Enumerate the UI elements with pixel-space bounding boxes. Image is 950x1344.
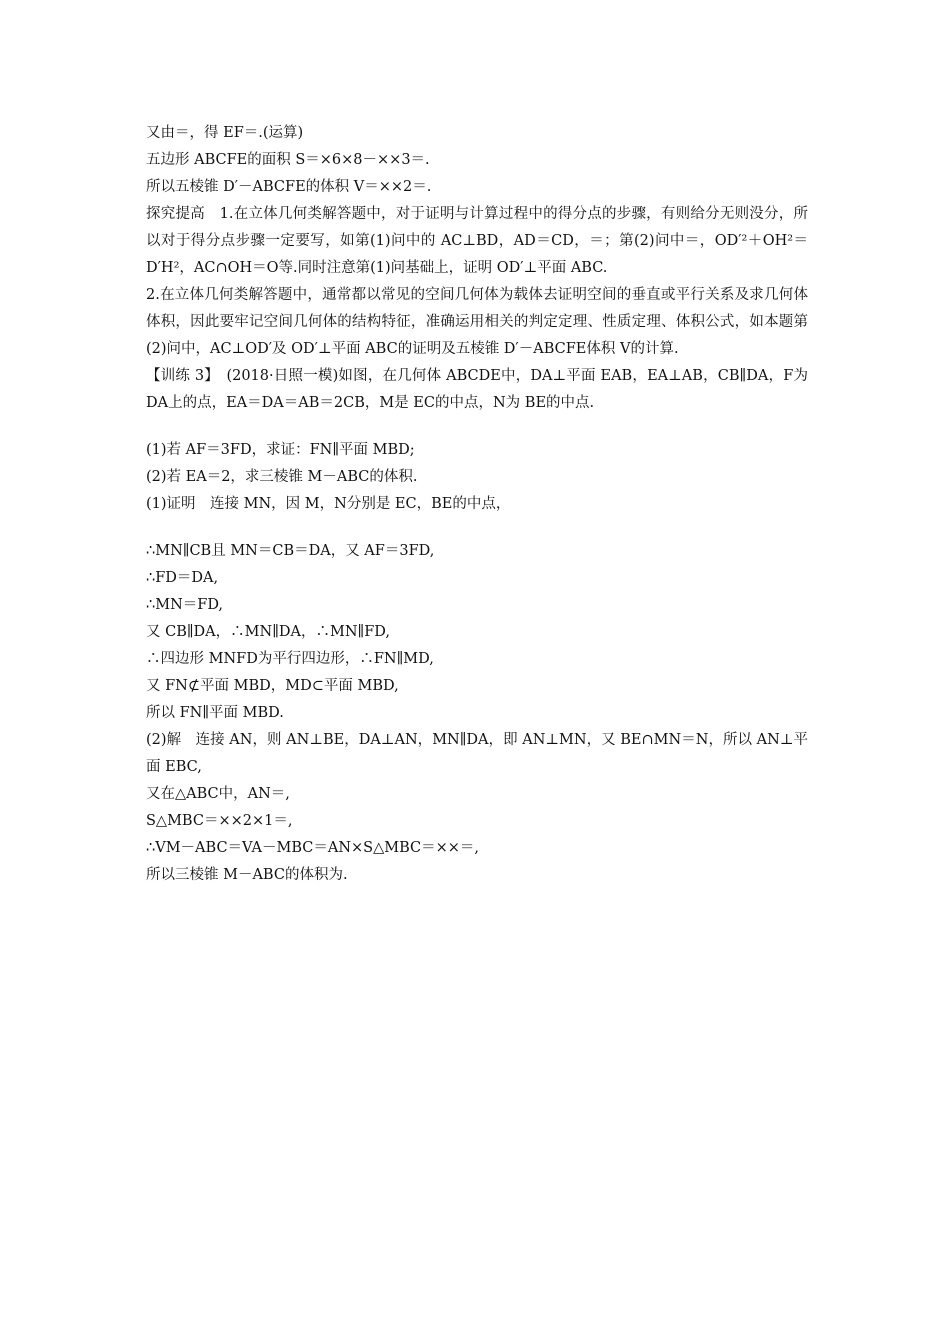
document-body [146,120,808,889]
solution-step-volume: ∴VM－ABC＝VA－MBC＝AN×S△MBC＝××＝, [146,840,480,856]
question-1: (1)若 AF＝3FD，求证：FN∥平面 MBD; [146,442,415,458]
proof-step-6: 又 FN⊄平面 MBD，MD⊂平面 MBD, [146,678,399,694]
solution-conclusion: 所以三棱锥 M－ABC的体积为. [146,867,348,883]
text-line-ef: 又由＝，得 EF＝.(运算) [146,125,304,141]
text-line-pyramid-volume: 所以五棱锥 D′－ABCFE的体积 V＝××2＝. [146,179,432,195]
spacer [146,518,808,538]
exercise-3-statement: 【训练 3】 (2018·日照一模)如图，在几何体 ABCDE中，DA⊥平面 EAB，EA⊥AB，CB∥DA，F为 DA上的点，EA＝DA＝AB＝2CB，M是 EC的中点，N为 BE的中点. [146,368,808,411]
proof-step-5: ∴四边形 MNFD为平行四边形，∴FN∥MD, [146,651,434,667]
text-line-pentagon-area: 五边形 ABCFE的面积 S＝×6×8－××3＝. [146,152,430,168]
solution-step-an: 又在△ABC中，AN＝, [146,786,290,802]
proof-conclusion: 所以 FN∥平面 MBD. [146,705,284,721]
insight-paragraph-1: 探究提高 1.在立体几何类解答题中，对于证明与计算过程中的得分点的步骤，有则给分无则没分，所以对于得分点步骤一定要写，如第(1)问中的 AC⊥BD，AD＝CD，＝；第(2)问中＝，OD′²＋OH²＝D′H²，AC∩OH＝O等.同时注意第(1)问基础上，证明 OD′⊥平面 ABC. [146,206,808,276]
proof-step-3: ∴MN＝FD, [146,597,224,613]
spacer [146,417,808,437]
proof-step-4: 又 CB∥DA，∴MN∥DA，∴MN∥FD, [146,624,390,640]
solution-2-intro: (2)解 连接 AN，则 AN⊥BE，DA⊥AN，MN∥DA，即 AN⊥MN，又 BE∩MN＝N，所以 AN⊥平面 EBC, [146,732,808,775]
question-2: (2)若 EA＝2，求三棱锥 M－ABC的体积. [146,469,418,485]
solution-step-area: S△MBC＝××2×1＝, [146,813,293,829]
insight-paragraph-2: 2.在立体几何类解答题中，通常都以常见的空间几何体为载体去证明空间的垂直或平行关系及求几何体体积，因此要牢记空间几何体的结构特征，准确运用相关的判定定理、性质定理、体积公式，如本题第(2)问中，AC⊥OD′及 OD′⊥平面 ABC的证明及五棱锥 D′－ABCFE体积 V的计算. [146,287,808,357]
proof-step-1: ∴MN∥CB且 MN＝CB＝DA，又 AF＝3FD, [146,543,435,559]
proof-intro: (1)证明 连接 MN，因 M，N分别是 EC，BE的中点， [146,496,511,512]
proof-step-2: ∴FD＝DA, [146,570,219,586]
